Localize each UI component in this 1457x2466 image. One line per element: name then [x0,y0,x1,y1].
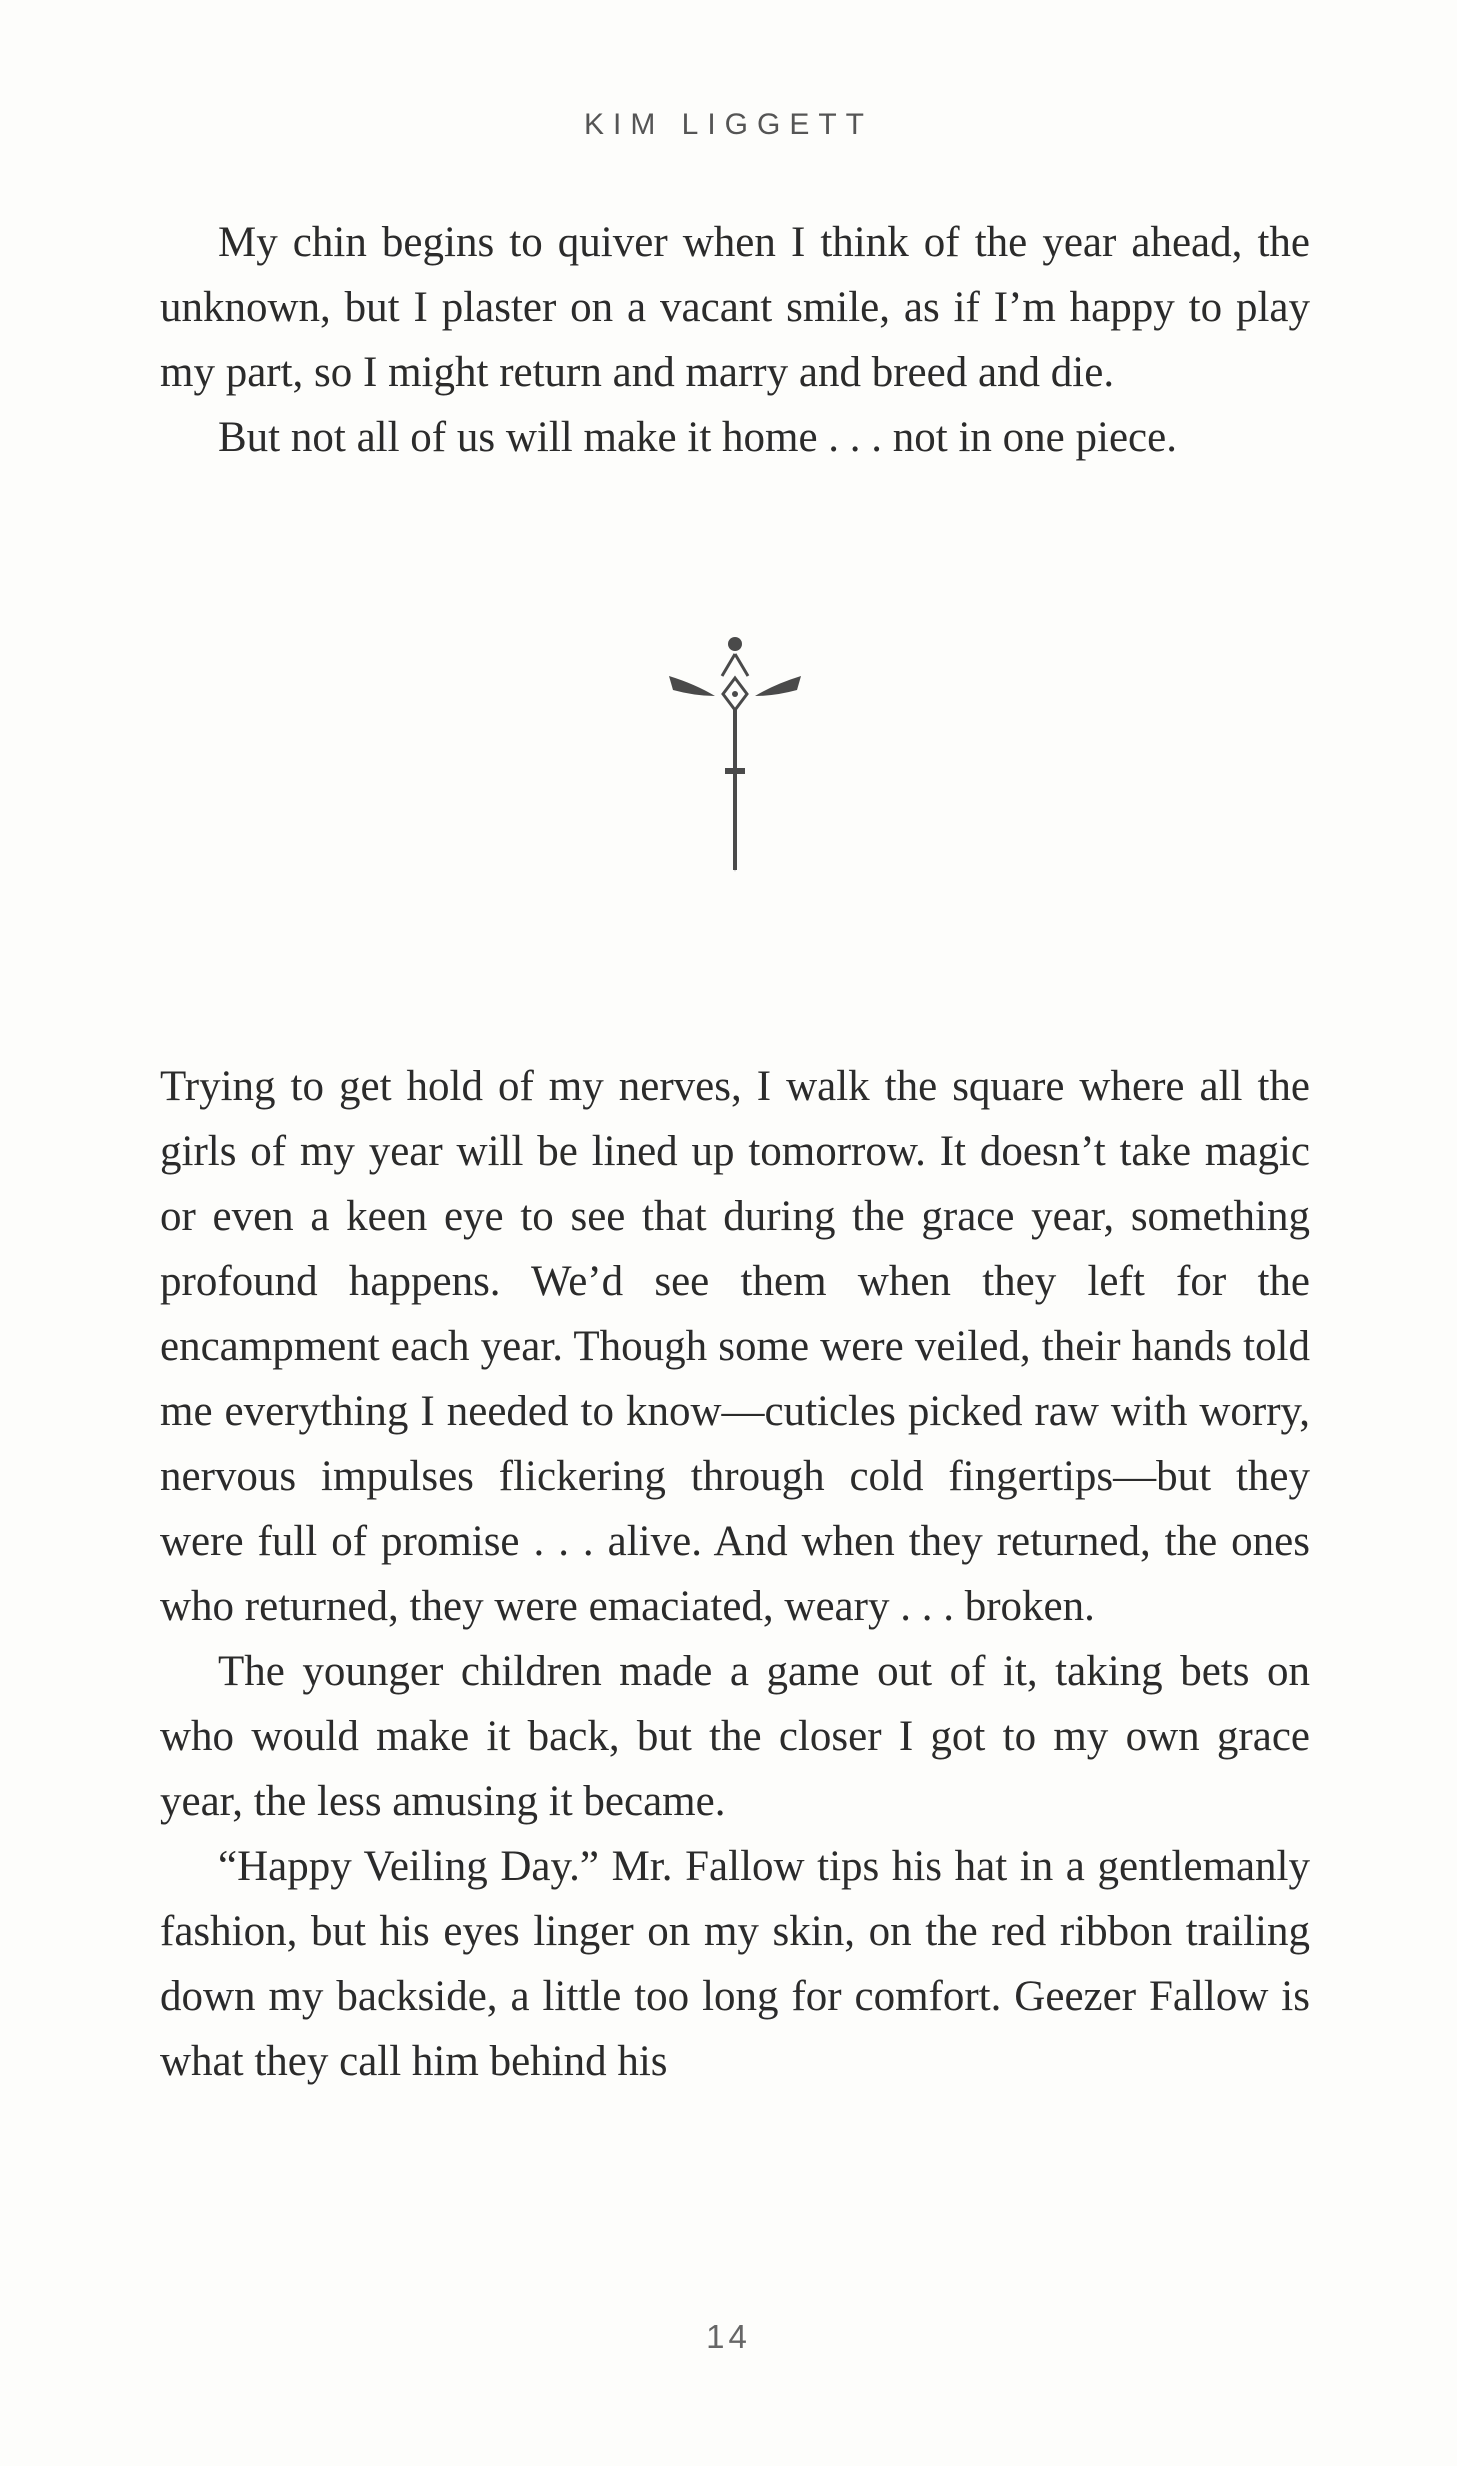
text-section-before-break [160,210,1310,470]
text-section-after-break [160,1054,1310,2094]
paragraph: “Happy Veiling Day.” Mr. Fallow tips his hat in a gentlemanly fashion, but his eyes linger on my skin, on the red ribbon trailing down my backside, a little too long for comfort. Geezer Fallow is what they call him behind his [160,1843,1310,2085]
ornamental-scene-break-icon [665,630,805,875]
paragraph: Trying to get hold of my nerves, I walk the square where all the girls of my year will be lined up tomorrow. It doesn’t take magic or even a keen eye to see that during the grace year, something profound happens. We’d see them when they left for the encampment each year. Though some were veiled, their hands told me everything I needed to know—cuticles picked raw with worry, nervous impulses flickering through cold fingertips—but they were full of promise . . . alive. And when they returned, the ones who returned, they were emaciated, weary . . . broken. [160,1063,1310,1630]
page-number: 14 [706,2318,751,2355]
paragraph: My chin begins to quiver when I think of the year ahead, the unknown, but I plaster on a vacant smile, as if I’m happy to play my part, so I might return and marry and breed and die. [160,219,1310,396]
paragraph: But not all of us will make it home . . . not in one piece. [218,414,1177,461]
paragraph: The younger children made a game out of it, taking bets on who would make it back, but the closer I got to my own grace year, the less amusing it became. [160,1648,1310,1825]
running-head-author: KIM LIGGETT [583,108,874,141]
